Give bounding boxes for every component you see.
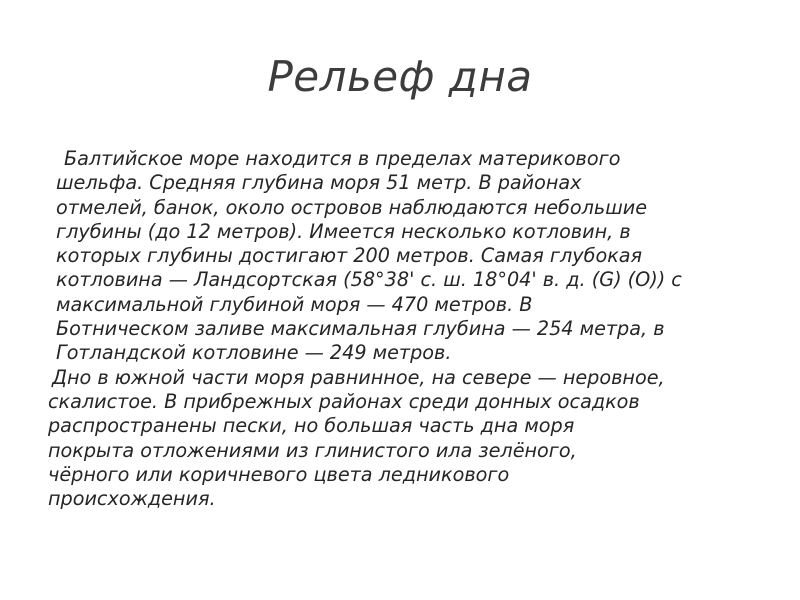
paragraph-line: покрыта отложениями из глинистого ила зелёного, [48,438,577,462]
paragraph-line: максимальной глубиной моря — 470 метров. В [56,292,533,316]
paragraph-1 [48,147,764,366]
slide-body [48,147,764,511]
paragraph-line: распространены пески, но большая часть дна моря [48,414,575,438]
paragraph-line: скалистое. В прибрежных районах среди донных осадков [48,389,640,413]
paragraph-line: отмелей, банок, около островов наблюдаются небольшие [56,195,648,219]
paragraph-2 [48,366,764,512]
paragraph-line: Балтийское море находится в пределах материкового [64,147,621,170]
paragraph-line: которых глубины достигают 200 метров. Самая глубокая [56,244,643,268]
paragraph-line: котловина — Ландсортская (58°38' с. ш. 18°04' в. д. (G) (O)) с [56,268,682,292]
slide-title: Рельеф дна [267,52,533,101]
paragraph-line: Готландской котловине — 249 метров. [56,341,452,365]
paragraph-line: шельфа. Средняя глубина моря 51 метр. В районах [56,171,582,195]
paragraph-line: Ботническом заливе максимальная глубина — 254 метра, в [56,317,665,341]
paragraph-line: происхождения. [48,487,216,511]
paragraph-line: Дно в южной части моря равнинное, на севере — неровное, [52,365,665,389]
paragraph-line: чёрного или коричневого цвета ледникового [48,462,510,486]
paragraph-line: глубины (до 12 метров). Имеется несколько котловин, в [56,219,631,243]
